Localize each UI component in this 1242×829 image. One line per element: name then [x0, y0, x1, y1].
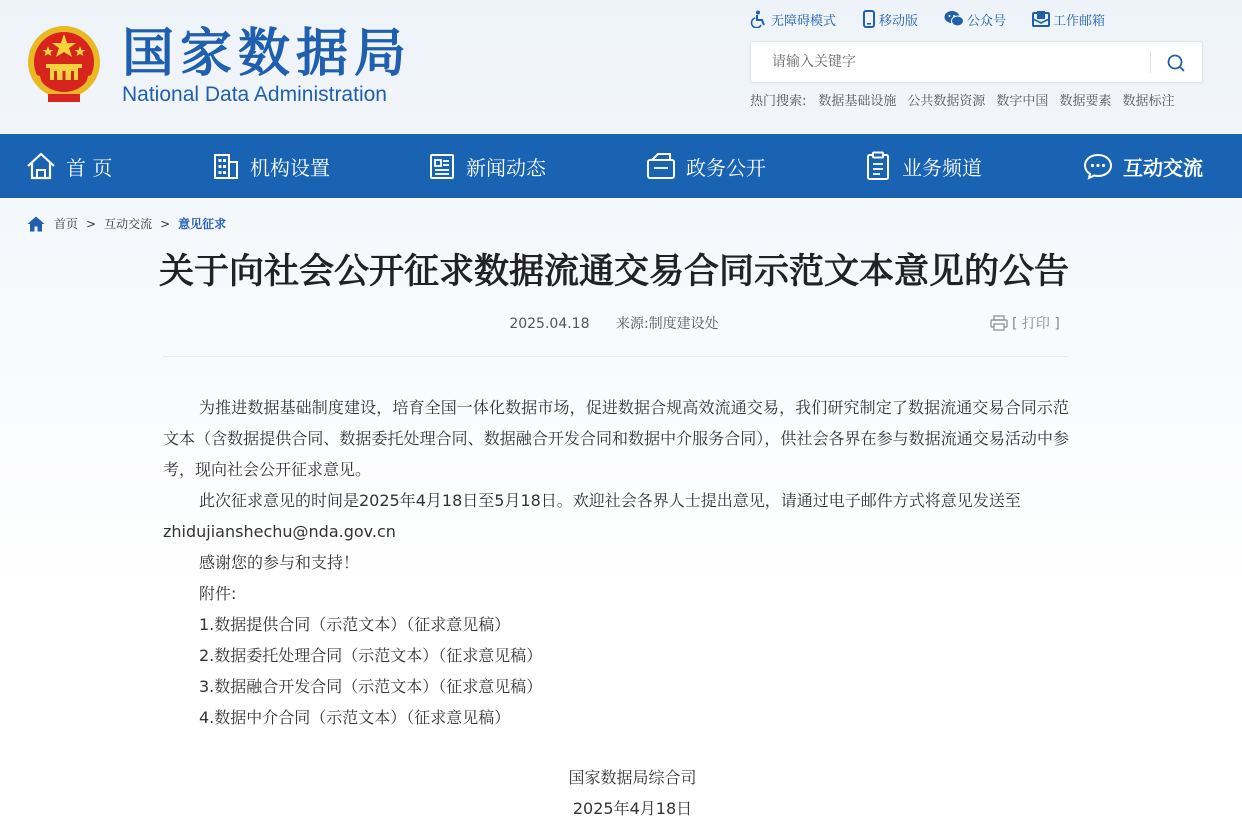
- home-icon[interactable]: [27, 216, 45, 232]
- attachment-link[interactable]: 1.数据提供合同（示范文本）（征求意见稿）: [199, 615, 511, 634]
- government-icon: [646, 152, 676, 180]
- search-icon[interactable]: [1163, 52, 1189, 74]
- work-mail-link[interactable]: [1032, 8, 1105, 30]
- nav-item-home[interactable]: [26, 134, 112, 198]
- site-header: [0, 0, 1242, 134]
- nav-item-business[interactable]: [864, 134, 982, 198]
- article-body: [163, 392, 1069, 733]
- title-divider: [163, 356, 1068, 357]
- work-mail-label: 工作邮箱: [1053, 13, 1106, 29]
- nav-item-news[interactable]: [428, 134, 546, 198]
- chat-icon: [1083, 152, 1113, 180]
- breadcrumb: [27, 215, 226, 232]
- accessibility-icon: [750, 10, 768, 28]
- search-box: [750, 41, 1203, 83]
- hot-search-item[interactable]: 数据要素: [1059, 94, 1112, 109]
- mail-icon: [1032, 10, 1050, 28]
- body-paragraph: 为推进数据基础制度建设，培育全国一体化数据市场，促进数据合规高效流通交易，我们研究制定了数据流通交易合同示范文本（含数据提供合同、数据委托处理合同、数据融合开发合同和数据中介服务合同），供社会各界在参与数据流通交易活动中参考，现向社会公开征求意见。: [163, 398, 1069, 479]
- brand[interactable]: [122, 24, 412, 106]
- nav-item-gov-affairs[interactable]: [646, 134, 766, 198]
- hot-search-item[interactable]: 公共数据资源: [907, 94, 986, 109]
- hot-search-label: 热门搜索:: [750, 94, 807, 109]
- printer-icon: [990, 315, 1008, 331]
- hot-search-item[interactable]: 数据基础设施: [818, 94, 897, 109]
- attachment-link[interactable]: 4.数据中介合同（示范文本）（征求意见稿）: [199, 708, 511, 727]
- wechat-icon: [944, 10, 964, 28]
- nav-label: 新闻动态: [466, 155, 546, 180]
- brand-name-en: National Data Administration: [122, 83, 387, 106]
- print-label: [ 打印 ]: [1012, 316, 1060, 332]
- hot-search: [750, 90, 1185, 109]
- wechat-link[interactable]: [944, 8, 1006, 30]
- national-emblem-icon: [26, 24, 102, 104]
- nav-label: 政务公开: [686, 155, 766, 180]
- hot-search-item[interactable]: 数字中国: [996, 94, 1049, 109]
- breadcrumb-separator: >: [160, 216, 171, 231]
- attachments-label: 附件:: [199, 584, 237, 603]
- attachment-link[interactable]: 3.数据融合开发合同（示范文本）（征求意见稿）: [199, 677, 543, 696]
- accessibility-link[interactable]: [750, 8, 836, 30]
- article-date: 2025.04.18: [509, 316, 590, 332]
- signature-date: 2025年4月18日: [572, 799, 693, 818]
- breadcrumb-separator: >: [86, 216, 97, 231]
- article-source: 来源:制度建设处: [615, 316, 719, 332]
- mobile-icon: [862, 10, 876, 28]
- breadcrumb-interaction[interactable]: 互动交流: [104, 217, 153, 231]
- nav-item-organization[interactable]: [212, 134, 330, 198]
- nav-item-interaction[interactable]: [1083, 134, 1203, 198]
- nav-label: 首 页: [66, 155, 113, 180]
- news-icon: [428, 152, 456, 180]
- hot-search-item[interactable]: 数据标注: [1122, 94, 1175, 109]
- mobile-link[interactable]: [862, 8, 918, 30]
- accessibility-label: 无障碍模式: [771, 13, 837, 29]
- main-nav: [0, 134, 1242, 198]
- nav-label: 业务频道: [902, 155, 982, 180]
- search-divider: [1150, 51, 1151, 73]
- search-input[interactable]: [751, 42, 1151, 82]
- nav-label: 互动交流: [1123, 155, 1203, 180]
- brand-name-cn: 国家数据局: [122, 24, 413, 84]
- top-links: [750, 8, 1131, 30]
- mobile-label: 移动版: [879, 13, 919, 29]
- attachment-link[interactable]: 2.数据委托处理合同（示范文本）（征求意见稿）: [199, 646, 543, 665]
- building-icon: [212, 152, 240, 180]
- nav-label: 机构设置: [250, 155, 330, 180]
- thanks-text: 感谢您的参与和支持！: [199, 553, 360, 572]
- breadcrumb-home[interactable]: 首页: [54, 217, 79, 231]
- body-paragraph: 此次征求意见的时间是2025年4月18日至5月18日。欢迎社会各界人士提出意见，请通过电子邮件方式将意见发送至: [199, 491, 1021, 510]
- signature-org: 国家数据局综合司: [568, 768, 697, 787]
- breadcrumb-current[interactable]: 意见征求: [178, 217, 227, 231]
- article-title: 关于向社会公开征求数据流通交易合同示范文本意见的公告: [158, 252, 1069, 292]
- wechat-label: 公众号: [967, 13, 1007, 29]
- clipboard-icon: [864, 151, 892, 181]
- contact-email[interactable]: zhidujianshechu@nda.gov.cn: [163, 522, 396, 541]
- print-button[interactable]: [990, 313, 1060, 333]
- home-icon: [26, 152, 56, 180]
